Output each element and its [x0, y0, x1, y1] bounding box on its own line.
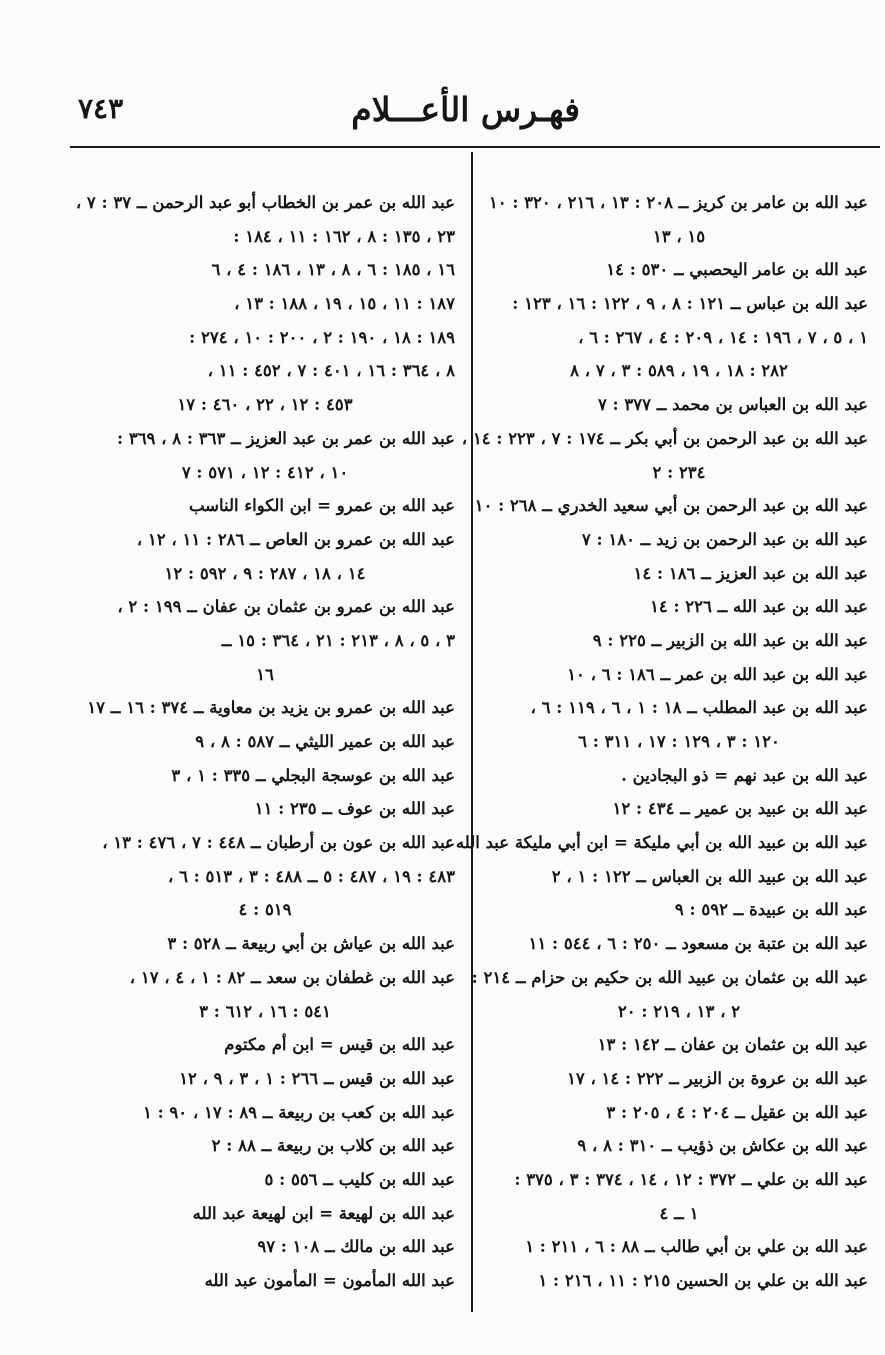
index-entry: عبد الله بن قيس = ابن أم مكتوم	[224, 1035, 455, 1055]
index-entry: ١٨٧ : ١١ ، ١٥ ، ١٩ ، ١٨٨ : ١٣ ،	[234, 294, 455, 314]
index-entry: عبد الله بن عباس ــ ١٢١ : ٨ ، ٩ ، ١٢٢ : ١٦ ، ١٢٣ :	[512, 294, 868, 314]
index-entry: عبد الله بن عمرو بن العاص ــ ٢٨٦ : ١١ ، ١٢ ،	[136, 529, 455, 549]
page-number: ٧٤٣	[78, 92, 124, 125]
index-entry: عبد الله بن عمر بن عبد العزيز ــ ٣٦٣ : ٨ ، ٣٦٩ :	[116, 428, 455, 448]
index-entry: عبد الله بن عكاش بن ذؤيب ــ ٣١٠ : ٨ ، ٩	[577, 1136, 868, 1156]
index-entry-continuation: ٥١٩ : ٤	[238, 900, 292, 920]
index-entry: عبد الله بن عبيد الله بن العباس ــ ١٢٢ : ١ ، ٢	[551, 866, 868, 886]
index-entry: عبد الله بن عبد نهم = ذو البجادين .	[621, 765, 868, 785]
index-entry: ١ ، ٥ ، ٧ ، ١٩٦ : ١٤ ، ٢٠٩ : ٤ ، ٢٦٧ : ٦ ،	[578, 327, 868, 347]
index-entry: عبد الله بن عبد الرحمن بن أبي سعيد الخدري ــ ٢٦٨ : ١٠	[474, 496, 868, 516]
index-entry-continuation: ٢ ، ١٣ ، ٢١٩ : ٢٠	[617, 1001, 741, 1021]
index-entry: عبد الله بن عبد الله بن عمر ــ ١٨٦ : ٦ ، ١٠	[567, 664, 868, 684]
index-entry: عبد الله بن العباس بن محمد ــ ٣٧٧ : ٧	[597, 395, 868, 415]
index-entry: عبد الله بن عبد الله بن الزبير ــ ٢٢٥ : ٩	[592, 630, 868, 650]
index-entry-continuation: ٤٥٣ : ١٢ ، ٢٢ ، ٤٦٠ : ١٧	[177, 395, 353, 415]
index-entry: عبد الله بن عمرو = ابن الكواء الناسب	[188, 496, 455, 516]
index-entry: عبد الله بن علي ــ ٣٧٢ : ١٢ ، ١٤ ، ٣٧٤ : ٣ ، ٣٧٥ :	[514, 1169, 868, 1189]
page-title: فهـرس الأعـــلام	[351, 90, 580, 129]
index-entry: عبد الله بن لهيعة = ابن لهيعة عبد الله	[192, 1203, 455, 1223]
index-entry: عبد الله بن عامر بن كريز ــ ٢٠٨ : ١٣ ، ٢١٦ ، ٣٢٠ : ١٠	[488, 193, 868, 212]
index-entry: ٢٣ ، ١٣٥ : ٨ ، ١٦٢ : ١١ ، ١٨٤ :	[233, 226, 455, 246]
index-entry: عبد الله بن عمرو بن عثمان بن عفان ــ ١٩٩ : ٢ ،	[117, 597, 455, 617]
index-entry: عبد الله بن عثمان بن عفان ــ ١٤٢ : ١٣	[597, 1035, 868, 1055]
index-entry-continuation: ٢٣٤ : ٢	[652, 462, 706, 482]
index-entry: عبد الله بن عبد المطلب ــ ١٨ : ١ ، ٦ ، ١١٩ : ٦ ،	[530, 698, 868, 718]
index-entry-continuation: ١٦	[256, 664, 274, 684]
index-entry: عبد الله بن عون بن أرطبان ــ ٤٤٨ : ٧ ، ٤٧٦ : ١٣ ،	[102, 833, 455, 853]
index-entry: عبد الله بن عبيد بن عمير ــ ٤٣٤ : ١٢	[612, 799, 868, 819]
index-entry: عبد الله بن قيس ــ ٢٦٦ : ١ ، ٣ ، ٩ ، ١٢	[179, 1068, 455, 1088]
index-entry: عبد الله بن كليب ــ ٥٥٦ : ٥	[264, 1169, 455, 1189]
index-entry: عبد الله بن عمرو بن يزيد بن معاوية ــ ٣٧٤ : ١٦ ــ ١٧	[87, 698, 455, 718]
index-entry-continuation: ١٠ ، ٤١٢ : ١٢ ، ٥٧١ : ٧	[181, 462, 349, 482]
index-entry: عبد الله بن عوسجة البجلي ــ ٣٣٥ : ١ ، ٣	[171, 765, 455, 785]
index-entry-continuation: ١ ــ ٤	[659, 1203, 699, 1223]
index-entry: عبد الله بن مالك ــ ١٠٨ : ٩٧	[257, 1237, 455, 1257]
index-entry: عبد الله بن عبد الرحمن بن أبي بكر ــ ١٧٤ : ٧ ، ٢٢٣ : ١٤ ،	[461, 428, 868, 448]
index-entry: عبد الله بن كلاب بن ربيعة ــ ٨٨ : ٢	[211, 1136, 455, 1156]
index-entry: عبد الله بن عتبة بن مسعود ــ ٢٥٠ : ٦ ، ٥٤٤ : ١١	[528, 934, 868, 954]
index-entry: عبد الله بن عثمان بن عبيد الله بن حكيم بن حزام ــ ٢١٤ :	[471, 967, 868, 987]
index-column-right	[444, 186, 868, 1298]
index-entry: عبد الله بن غطفان بن سعد ــ ٨٢ : ١ ، ٤ ، ١٧ ،	[129, 967, 455, 987]
index-entry: عبد الله بن عياش بن أبي ربيعة ــ ٥٢٨ : ٣	[167, 934, 455, 954]
index-entry: عبد الله بن عوف ــ ٢٣٥ : ١١	[254, 799, 455, 819]
index-entry: عبد الله بن عامر اليحصبي ــ ٥٣٠ : ١٤	[606, 260, 868, 280]
index-entry: عبد الله بن عمير الليثي ــ ٥٨٧ : ٨ ، ٩	[195, 732, 455, 751]
page-header	[70, 88, 880, 143]
index-entry: ٤٨٣ : ١٩ ، ٤٨٧ : ٥ ــ ٤٨٨ : ٣ ، ٥١٣ : ٦ ،	[167, 866, 455, 886]
index-entry: ٨ ، ٣٦٤ : ١٦ ، ٤٠١ : ٧ ، ٤٥٢ : ١١ ،	[207, 361, 455, 381]
header-rule	[70, 146, 880, 148]
index-entry-continuation: ٥٤١ : ١٦ ، ٦١٢ : ٣	[199, 1001, 331, 1021]
index-entry: عبد الله بن علي بن الحسين ٢١٥ : ١١ ، ٢١٦ : ١	[538, 1271, 868, 1290]
index-entry-continuation: ١٢٠ : ٣ ، ١٢٩ : ١٧ ، ٣١١ : ٦	[578, 732, 780, 751]
index-entry: ١٨٩ : ١٨ ، ١٩٠ : ٢ ، ٢٠٠ : ١٠ ، ٢٧٤ :	[189, 327, 455, 347]
index-entry: عبد الله بن عبيدة ــ ٥٩٢ : ٩	[674, 900, 868, 920]
index-entry: عبد الله بن عروة بن الزبير ــ ٢٢٢ : ١٤ ، ١٧	[566, 1068, 868, 1088]
index-column-left	[75, 186, 455, 1298]
index-entry: عبد الله بن عبيد الله بن أبي مليكة = ابن أبي مليكة عبد الله .	[444, 833, 868, 853]
index-entry: عبد الله بن عبد الله ــ ٢٢٦ : ١٤	[649, 597, 868, 617]
index-entry-continuation: ٢٨٢ : ١٨ ، ١٩ ، ٥٨٩ : ٣ ، ٧ ، ٨	[570, 361, 788, 381]
index-entry: عبد الله بن علي بن أبي طالب ــ ٨٨ : ٦ ، ٢١١ : ١	[525, 1237, 868, 1257]
index-entry-continuation: ١٤ ، ١٨ ، ٢٨٧ : ٩ ، ٥٩٢ : ١٢	[164, 563, 366, 583]
index-entry: ١٦ ، ١٨٥ : ٦ ، ٨ ، ١٣ ، ١٨٦ : ٤ ، ٦	[211, 260, 455, 280]
column-divider	[471, 152, 473, 1312]
index-entry: عبد الله بن عقيل ــ ٢٠٤ : ٤ ، ٢٠٥ : ٣	[606, 1102, 868, 1122]
index-entry: عبد الله بن عمر بن الخطاب أبو عبد الرحمن ــ ٣٧ : ٧ ،	[75, 193, 455, 212]
index-entry: عبد الله بن عبد الرحمن بن زيد ــ ١٨٠ : ٧	[581, 529, 868, 549]
index-entry: ٣ ، ٥ ، ٨ ، ٢١٣ : ٢١ ، ٣٦٤ : ١٥ ــ	[221, 630, 455, 650]
index-entry: عبد الله بن كعب بن ربيعة ــ ٨٩ : ١٧ ، ٩٠ : ١	[142, 1102, 455, 1122]
index-entry-continuation: ١٥ ، ١٣	[652, 226, 706, 246]
index-entry: عبد الله بن عبد العزيز ــ ١٨٦ : ١٤	[633, 563, 868, 583]
index-entry: عبد الله المأمون = المأمون عبد الله	[204, 1271, 455, 1290]
